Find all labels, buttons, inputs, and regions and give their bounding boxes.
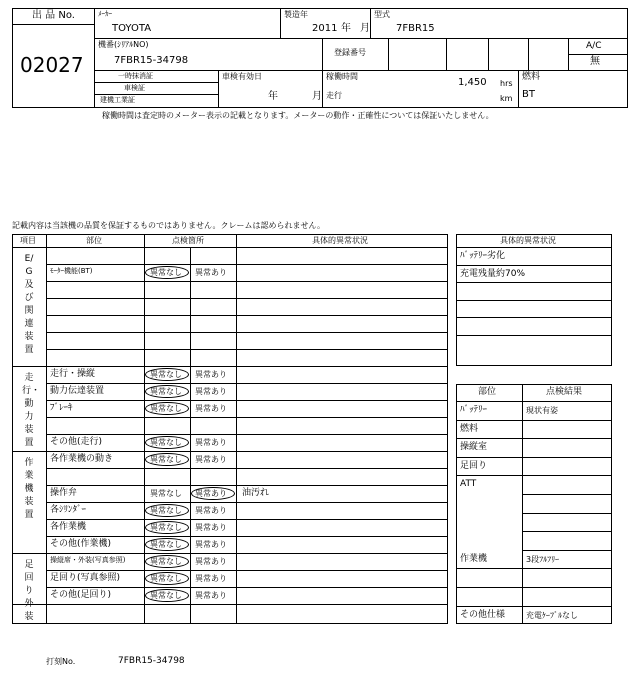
row-line (522, 550, 612, 551)
abnormal-option[interactable]: 異常あり (195, 574, 227, 583)
normal-option[interactable]: 異常なし (150, 387, 182, 396)
serial-label: 機番(ｼﾘｱﾙNO) (98, 40, 149, 49)
ac-value: 無 (590, 56, 600, 67)
selected-circle-mark (145, 402, 189, 415)
part-label: 足回り(写真参照) (50, 573, 121, 583)
result-value: 充電ｹｰﾌﾞﾙなし (526, 610, 578, 620)
fuel-label: 燃料 (522, 72, 541, 82)
part-label: その他(作業機) (50, 539, 112, 549)
normal-option[interactable]: 異常なし (150, 591, 182, 600)
row-line (456, 282, 612, 283)
ac-label: A/C (586, 41, 602, 51)
row-line (456, 317, 612, 318)
row-line (46, 400, 448, 401)
result-part-label: 作業機 (460, 553, 488, 564)
result-part-label: 足回り (460, 460, 488, 471)
normal-option[interactable]: 異常なし (150, 404, 182, 413)
row-line (456, 587, 612, 588)
part-label: ﾓｰﾀｰ機能(BT) (50, 267, 93, 275)
row-line (456, 300, 612, 301)
normal-option[interactable]: 異常なし (150, 438, 182, 447)
selected-circle-mark (145, 538, 189, 551)
abnormal-detail-header: 具体的異常状況 (500, 236, 556, 245)
result-value: 3段ﾌﾙﾌﾘｰ (526, 554, 560, 564)
row-line (46, 519, 448, 520)
year-value: 2011 (312, 23, 338, 34)
selected-circle-mark (145, 504, 189, 517)
lot-label: 出 品 No. (32, 10, 75, 21)
km-unit: km (500, 94, 513, 103)
part-label: 各作業機の動き (50, 454, 114, 464)
abnormal-option[interactable]: 異常あり (195, 557, 227, 566)
row-line (46, 315, 448, 316)
maker-value: TOYOTA (112, 23, 152, 34)
abnormal-detail-item: ﾊﾞｯﾃﾘｰ劣化 (460, 251, 506, 261)
selected-circle-mark (145, 521, 189, 534)
part-label: その他(足回り) (50, 590, 112, 600)
model-label: 型式 (374, 10, 390, 19)
stamp-value: 7FBR15-34798 (118, 656, 185, 666)
row-line (46, 502, 448, 503)
part-label: 各作業機 (50, 522, 87, 532)
row-line (46, 485, 448, 486)
group-label: 走行・動力装置 (22, 373, 41, 448)
normal-option[interactable]: 異常なし (150, 268, 182, 277)
row-line (456, 438, 612, 439)
inspection-month-unit: 月 (312, 91, 322, 102)
group-label: E/G及び関連装置 (24, 254, 34, 355)
month-unit: 月 (360, 23, 370, 34)
result-header-part: 部位 (478, 387, 497, 397)
part-label: 各ｼﾘﾝﾀﾞｰ (50, 505, 87, 515)
row-line (12, 451, 448, 452)
abnormal-option[interactable]: 異常あり (195, 489, 227, 498)
model-value: 7FBR15 (396, 23, 435, 34)
row-line (46, 468, 448, 469)
inspection-label: 車検有効日 (222, 72, 262, 81)
maker-label: ﾒｰｶｰ (98, 10, 112, 18)
col-header-detail: 具体的異常状況 (312, 236, 368, 245)
group-label: 作業機装置 (24, 458, 34, 520)
result-part-label: 操縦室 (460, 442, 488, 453)
run-label: 走行 (326, 91, 342, 100)
row-line (522, 531, 612, 532)
row-line (46, 417, 448, 418)
abnormal-detail-text: 油汚れ (242, 488, 270, 498)
row-line (46, 298, 448, 299)
row-line (46, 383, 448, 384)
normal-option[interactable]: 異常なし (150, 455, 182, 464)
normal-option[interactable]: 異常なし (150, 523, 182, 532)
result-part-label: 燃料 (460, 423, 479, 434)
selected-circle-mark (145, 453, 189, 466)
selected-circle-mark (145, 385, 189, 398)
abnormal-option[interactable]: 異常あり (195, 387, 227, 396)
abnormal-option[interactable]: 異常あり (195, 455, 227, 464)
row-line (522, 494, 612, 495)
row-line (46, 536, 448, 537)
selected-circle-mark (145, 572, 189, 585)
row-line (46, 264, 448, 265)
abnormal-option[interactable]: 異常あり (195, 404, 227, 413)
col-header-part: 部位 (86, 236, 102, 245)
cert-construction-label: 建機工業証 (100, 96, 135, 104)
registration-label: 登録番号 (334, 48, 366, 57)
serial-value: 7FBR15-34798 (114, 55, 189, 66)
row-line (46, 281, 448, 282)
part-label: 走行・操縦 (50, 369, 96, 379)
abnormal-option[interactable]: 異常あり (195, 523, 227, 532)
abnormal-option[interactable]: 異常あり (195, 268, 227, 277)
selected-circle-mark (145, 266, 189, 279)
row-line (456, 457, 612, 458)
row-line (46, 332, 448, 333)
row-line (522, 513, 612, 514)
row-line (46, 349, 448, 350)
part-label: ﾌﾞﾚｰｷ (50, 403, 73, 413)
selected-circle-mark (145, 436, 189, 449)
year-unit: 年 (341, 23, 351, 34)
part-label: その他(走行) (50, 437, 103, 447)
col-header-check: 点検箇所 (172, 236, 204, 245)
normal-option[interactable]: 異常なし (150, 574, 182, 583)
hours-unit: hrs (500, 79, 513, 88)
row-line (12, 553, 448, 554)
selected-circle-mark (145, 555, 189, 568)
abnormal-detail-item: 充電残量約70% (460, 268, 526, 279)
row-line (456, 568, 612, 569)
row-line (456, 420, 612, 421)
cert-temp-label: 一時抹消証 (118, 72, 153, 80)
row-line (46, 570, 448, 571)
result-header-result: 点検結果 (546, 387, 583, 397)
result-part-label: その他仕様 (460, 609, 506, 620)
part-label: 操作弁 (50, 488, 78, 498)
selected-circle-mark (145, 368, 189, 381)
result-value: 現状有姿 (526, 406, 558, 415)
row-line (12, 366, 448, 367)
row-line (456, 475, 612, 476)
lot-number: 02027 (20, 53, 84, 77)
normal-option[interactable]: 異常なし (150, 506, 182, 515)
col-header-item: 項目 (20, 236, 36, 245)
abnormal-option[interactable]: 異常あり (195, 438, 227, 447)
normal-option[interactable]: 異常なし (150, 540, 182, 549)
selected-circle-mark (191, 487, 235, 500)
row-line (456, 265, 612, 266)
abnormal-option[interactable]: 異常あり (195, 370, 227, 379)
result-part-label: ﾊﾞｯﾃﾘｰ (460, 405, 488, 415)
hours-label: 稼働時間 (326, 72, 358, 81)
hours-note: 稼働時間は査定時のメーター表示の記載となります。メーターの動作・正確性については保証いたしません。 (102, 111, 494, 120)
part-label: 操縦席・外装(写真参照) (50, 556, 126, 564)
abnormal-option[interactable]: 異常あり (195, 591, 227, 600)
row-line (12, 604, 448, 605)
normal-option[interactable]: 異常なし (150, 557, 182, 566)
result-part-label: ATT (460, 479, 477, 490)
selected-circle-mark (145, 589, 189, 602)
hours-value: 1,450 (458, 77, 487, 88)
row-line (456, 335, 612, 336)
year-label: 製造年 (284, 10, 308, 19)
group-label: 足回り外装 (24, 560, 34, 622)
inspection-year-unit: 年 (268, 91, 278, 102)
row-line (46, 434, 448, 435)
normal-option[interactable]: 異常なし (150, 489, 182, 498)
fuel-value: BT (522, 89, 535, 100)
abnormal-option[interactable]: 異常あり (195, 540, 227, 549)
disclaimer-text: 記載内容は当該機の品質を保証するものではありません。クレームは認められません。 (12, 221, 325, 230)
row-line (456, 606, 612, 607)
part-label: 動力伝達装置 (50, 386, 105, 396)
stamp-label: 打刻No. (46, 657, 76, 666)
row-line (46, 587, 448, 588)
cert-vehicle-label: 車検証 (124, 84, 145, 92)
normal-option[interactable]: 異常なし (150, 370, 182, 379)
abnormal-option[interactable]: 異常あり (195, 506, 227, 515)
